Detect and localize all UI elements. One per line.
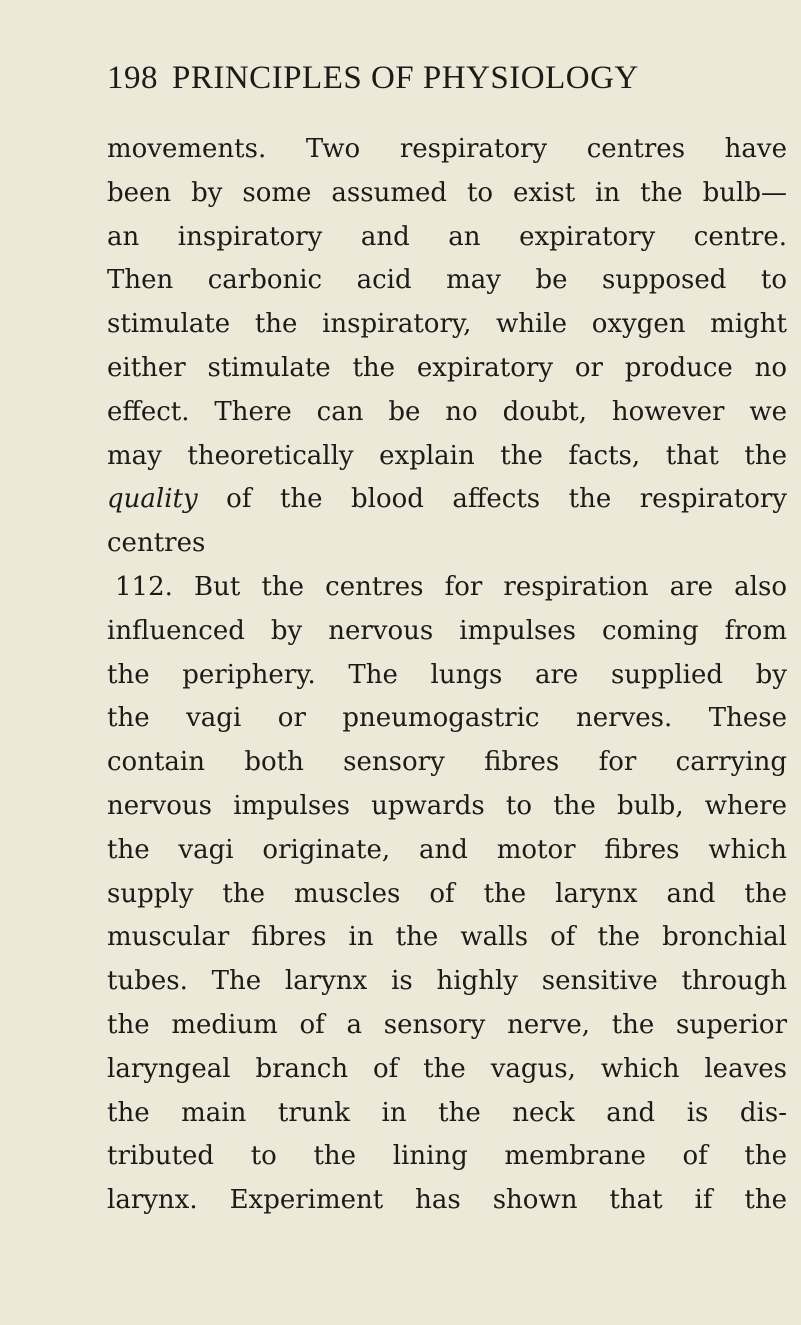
text-line: centres bbox=[107, 528, 206, 559]
text-line: tributed to the lining membrane of the bbox=[107, 1141, 787, 1172]
body-text bbox=[107, 128, 787, 1223]
text-line: supply the muscles of the larynx and the bbox=[107, 878, 787, 909]
text-line-rest: of the blood affects the respiratory bbox=[197, 484, 787, 515]
text-line: the vagi originate, and motor fibres which bbox=[107, 834, 787, 865]
text-line: effect. There can be no doubt, however we bbox=[107, 396, 787, 427]
text-line: the main trunk in the neck and is dis- bbox=[107, 1097, 787, 1128]
text-line: the periphery. The lungs are supplied by bbox=[107, 659, 787, 690]
text-line: movements. Two respiratory centres have bbox=[107, 134, 787, 164]
paragraph-start-line: 112. But the centres for respiration are also bbox=[115, 571, 787, 602]
emphasized-word: quality bbox=[107, 484, 198, 515]
text-line: been by some assumed to exist in the bulb— bbox=[107, 177, 787, 208]
text-line bbox=[107, 478, 787, 522]
text-line: tubes. The larynx is highly sensitive through bbox=[107, 966, 787, 997]
text-line: contain both sensory fibres for carrying bbox=[107, 747, 787, 778]
text-line: influenced by nervous impulses coming from bbox=[107, 615, 787, 646]
text-line: muscular fibres in the walls of the bronchial bbox=[107, 922, 787, 953]
text-line: may theoretically explain the facts, that the bbox=[107, 440, 787, 471]
text-line: laryngeal branch of the vagus, which leaves bbox=[107, 1053, 787, 1084]
text-line: nervous impulses upwards to the bulb, where bbox=[107, 790, 787, 821]
running-title: PRINCIPLES OF PHYSIOLOGY bbox=[172, 60, 639, 96]
running-head bbox=[107, 62, 639, 95]
text-line: an inspiratory and an expiratory centre. bbox=[107, 221, 787, 252]
text-line: Then carbonic acid may be supposed to bbox=[107, 265, 787, 296]
page-number: 198 bbox=[107, 60, 158, 96]
text-line: either stimulate the expiratory or produce no bbox=[107, 352, 787, 383]
text-line: the vagi or pneumogastric nerves. These bbox=[107, 703, 787, 734]
text-line: the medium of a sensory nerve, the superior bbox=[107, 1009, 787, 1040]
text-line: larynx. Experiment has shown that if the bbox=[107, 1185, 787, 1216]
text-line: stimulate the inspiratory, while oxygen might bbox=[107, 309, 787, 340]
